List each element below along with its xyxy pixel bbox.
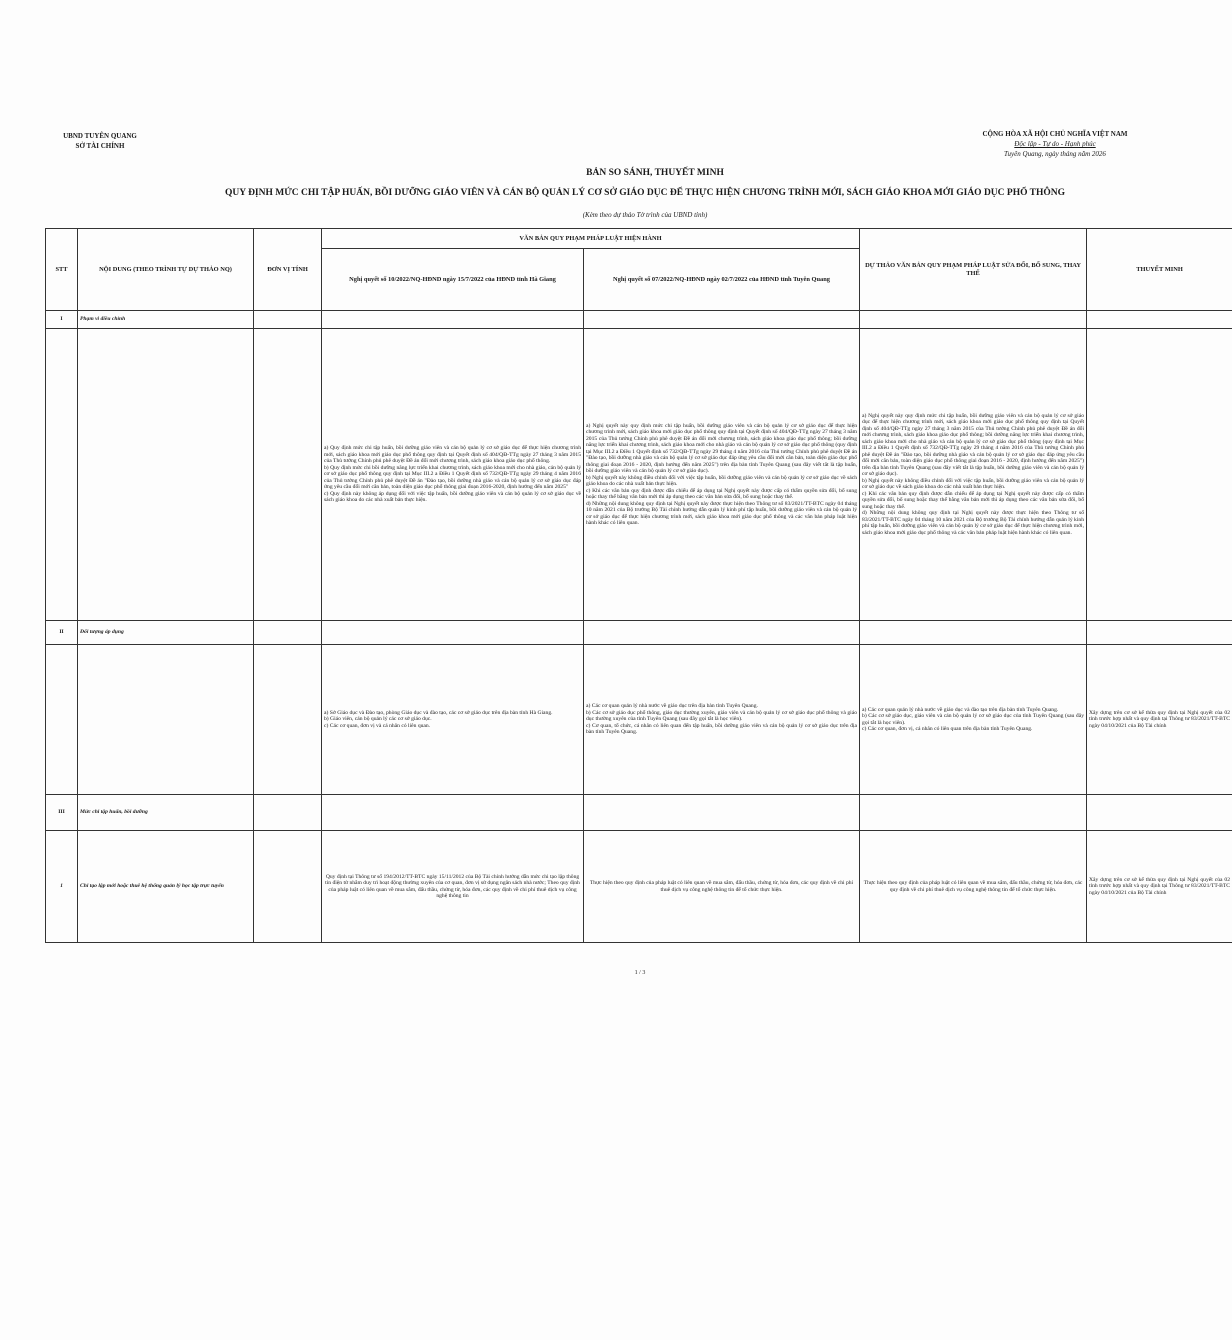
explanation-text: Xây dựng trên cơ sở kế thừa quy định tại Nghị quyết của 02 tỉnh trước hợp nhất và quy định tại Thông tư 83/2021/TT-BTC ngày 04/10/2021 của Bộ Tài chính	[1087, 645, 1232, 795]
nation-name: CỘNG HÒA XÃ HỘI CHỦ NGHĨA VIỆT NAM	[982, 130, 1128, 138]
section-content-row-scope	[46, 329, 1232, 621]
item-title: Chi tạo lập mới hoặc thuê hệ thống quản lý học tập trực tuyến	[78, 831, 254, 943]
tuyen-quang-text: Thực hiện theo quy định của pháp luật có liên quan về mua sắm, đấu thầu, chứng từ, hóa đơn, các quy định về chi phí thuê dịch vụ công nghệ thông tin để tổ chức thực hiện.	[584, 831, 860, 943]
header-current-law-group: VĂN BẢN QUY PHẠM PHÁP LUẬT HIỆN HÀNH	[322, 229, 860, 249]
section-content-row-subjects	[46, 645, 1232, 795]
issuing-agency	[40, 131, 160, 151]
item-row-lms	[46, 831, 1232, 943]
section-title: Mức chi tập huấn, bồi dưỡng	[78, 795, 254, 831]
draft-text: a) Nghị quyết này quy định mức chi tập huấn, bồi dưỡng giáo viên và cán bộ quản lý cơ sở giáo dục để thực hiện chương trình mới, sách giáo khoa mới giáo dục phổ thông quy định tại Quyết định số 404/QĐ-TTg ngày 27 tháng 3 năm 2015 của Thủ tướng Chính phủ phê duyệt Đề án đổi mới chương trình, sách giáo khoa giáo dục phổ thông; bồi dưỡng năng lực triển khai chương trình, sách giáo khoa mới cho nhà giáo và cán bộ quản lý cơ sở giáo dục phổ thông (quy định tại Mục III.2 a Điều 1 Quyết định số 732/QĐ-TTg ngày 29 tháng 4 năm 2016 của Thủ tướng Chính phủ phê duyệt Đề án "Đào tạo, bồi dưỡng nhà giáo và cán bộ quản lý cơ sở giáo dục đáp ứng yêu cầu đổi mới căn bản, toàn diện giáo dục phổ thông giai đoạn 2016 - 2020, định hướng đến năm 2025") trên địa bàn tỉnh Tuyên Quang (sau đây viết tắt là tập huấn, bồi dưỡng giáo viên và cán bộ quản lý cơ sở giáo dục). b) Nghị quyết này không điều chỉnh đối với việc tập huấn, bồi dưỡng giáo viên và cán bộ quản lý cơ sở giáo dục về sách giáo khoa do các nhà xuất bản thực hiện. c) Khi các văn bản quy định được dẫn chiếu để áp dụng tại Nghị quyết này được cấp có thẩm quyền sửa đổi, bổ sung hoặc thay thế bằng văn bản mới thì áp dụng theo các văn bản sửa đổi, bổ sung hoặc thay thế. d) Những nội dung không quy định tại Nghị quyết này được thực hiện theo Thông tư số 83/2021/TT-BTC ngày 04 tháng 10 năm 2021 của Bộ trưởng Bộ Tài chính hướng dẫn quản lý kinh phí tập huấn, bồi dưỡng giáo viên và cán bộ quản lý cơ sở giáo dục để thực hiện chương trình mới, sách giáo khoa mới giáo dục phổ thông và các văn bản pháp luật hiện hành khác có liên quan.	[860, 329, 1087, 621]
section-number: I	[46, 311, 78, 329]
ha-giang-text: Quy định tại Thông tư số 194/2012/TT-BTC ngày 15/11/2012 của Bộ Tài chính hướng dẫn mức chi tạo lập thông tin điện tử nhằm duy trì hoạt động thường xuyên của cơ quan, đơn vị sử dụng ngân sách nhà nước; Theo quy định của pháp luật có liên quan về mua sắm, đấu thầu, chứng từ, hóa đơn, các quy định về chi phí thuê dịch vụ công nghệ thông tin	[322, 831, 584, 943]
draft-text: Thực hiện theo quy định của pháp luật có liên quan về mua sắm, đấu thầu, chứng từ, hóa đơn, các quy định về chi phí thuê dịch vụ công nghệ thông tin để tổ chức thực hiện.	[860, 831, 1087, 943]
tuyen-quang-text: a) Nghị quyết này quy định mức chi tập huấn, bồi dưỡng giáo viên và cán bộ quản lý cơ sở giáo dục để thực hiện chương trình mới, sách giáo khoa mới giáo dục phổ thông quy định tại Quyết định số 404/QĐ-TTg ngày 27 tháng 3 năm 2015 của Thủ tướng Chính phủ phê duyệt Đề án đổi mới chương trình, sách giáo khoa giáo dục phổ thông; bồi dưỡng năng lực triển khai chương trình, sách giáo khoa mới cho nhà giáo và cán bộ quản lý cơ sở giáo dục phổ thông (quy định tại Mục III.2 a Điều 1 Quyết định số 732/QĐ-TTg ngày 29 tháng 4 năm 2016 của Thủ tướng Chính phủ phê duyệt Đề án "Đào tạo, bồi dưỡng nhà giáo và cán bộ quản lý cơ sở giáo dục đáp ứng yêu cầu đổi mới căn bản, toàn diện giáo dục phổ thông giai đoạn 2016 - 2020, định hướng đến năm 2025") trên địa bàn tỉnh Tuyên Quang (sau đây viết tắt là tập huấn, bồi dưỡng giáo viên và cán bộ quản lý cơ sở giáo dục). b) Nghị quyết này không điều chỉnh đối với việc tập huấn, bồi dưỡng giáo viên và cán bộ quản lý cơ sở giáo dục về sách giáo khoa do các nhà xuất bản thực hiện. c) Khi các văn bản quy định được dẫn chiếu để áp dụng tại Nghị quyết này được cấp có thẩm quyền sửa đổi, bổ sung hoặc thay thế bằng văn bản mới thì áp dụng theo các văn bản sửa đổi, bổ sung hoặc thay thế. d) Những nội dung không quy định tại Nghị quyết này được thực hiện theo Thông tư số 83/2021/TT-BTC ngày 04 tháng 10 năm 2021 của Bộ trưởng Bộ Tài chính hướng dẫn quản lý kinh phí tập huấn, bồi dưỡng giáo viên và cán bộ quản lý cơ sở giáo dục để thực hiện chương trình mới, sách giáo khoa mới giáo dục phổ thông và các văn bản pháp luật hiện hành khác có liên quan.	[584, 329, 860, 621]
section-row-spending	[46, 795, 1232, 831]
ha-giang-text: a) Quy định mức chi tập huấn, bồi dưỡng giáo viên và cán bộ quản lý cơ sở giáo dục để thực hiện chương trình mới, sách giáo khoa mới giáo dục phổ thông quy định tại Quyết định số 404/QĐ-TTg ngày 27 tháng 3 năm 2015 của Thủ tướng Chính phủ phê duyệt Đề án đổi mới chương trình, sách giáo khoa giáo dục phổ thông. b) Quy định mức chi bồi dưỡng năng lực triển khai chương trình, sách giáo khoa mới cho nhà giáo, cán bộ quản lý cơ sở giáo dục phổ thông quy định tại Mục III.2 a Điều 1 Quyết định số 732/QĐ-TTg ngày 29 tháng 4 năm 2016 của Thủ tướng Chính phủ phê duyệt Đề án "Đào tạo, bồi dưỡng nhà giáo và cán bộ quản lý cơ sở giáo dục đáp ứng yêu cầu đổi mới căn bản, toàn diện giáo dục phổ thông giai đoạn 2016-2020, định hướng đến năm 2025" c) Quy định này không áp dụng đối với việc tập huấn, bồi dưỡng giáo viên và cán bộ quản lý cơ sở giáo dục về sách giáo khoa do các nhà xuất bản thực hiện.	[322, 329, 584, 621]
header-tuyen-quang-resolution: Nghị quyết số 07/2022/NQ-HĐND ngày 02/7/2022 của HĐND tỉnh Tuyên Quang	[584, 249, 860, 311]
header-stt: STT	[46, 229, 78, 311]
section-row-scope	[46, 311, 1232, 329]
explanation-text: Xây dựng trên cơ sở kế thừa quy định tại Nghị quyết của 02 tỉnh trước hợp nhất và quy định tại Thông tư 83/2021/TT-BTC ngày 04/10/2021 của Bộ Tài chính	[1087, 831, 1232, 943]
tuyen-quang-text: a) Các cơ quan quản lý nhà nước về giáo dục trên địa bàn tỉnh Tuyên Quang. b) Các cơ sở giáo dục phổ thông, giáo dục thường xuyên, giáo viên và cán bộ quản lý cơ sở giáo dục phổ thông và giáo dục thường xuyên của tỉnh Tuyên Quang (sau đây gọi tắt là học viên). c) Cơ quan, tổ chức, cá nhân có liên quan đến tập huấn, bồi dưỡng giáo viên và cán bộ quản lý cơ sở giáo dục trên địa bàn tỉnh Tuyên Quang.	[584, 645, 860, 795]
explanation-text	[1087, 329, 1232, 621]
header-ha-giang-resolution: Nghị quyết số 10/2022/NQ-HĐND ngày 15/7/2022 của HĐND tỉnh Hà Giang	[322, 249, 584, 311]
document-subtitle: QUY ĐỊNH MỨC CHI TẬP HUẤN, BỒI DƯỠNG GIÁO VIÊN VÀ CÁN BỘ QUẢN LÝ CƠ SỞ GIÁO DỤC ĐỂ THỰC HIỆN CHƯƠNG TRÌNH MỚI, SÁCH GIÁO KHOA MỚI GIÁO DỤC PHỔ THÔNG	[224, 188, 1066, 198]
page-number: 1 / 3	[634, 970, 646, 976]
section-title: Đối tượng áp dụng	[78, 621, 254, 645]
agency-line-1: UBND TUYÊN QUANG	[63, 132, 137, 140]
comparison-table	[45, 228, 1232, 943]
header-unit: ĐƠN VỊ TÍNH	[254, 229, 322, 311]
ha-giang-text: a) Sở Giáo dục và Đào tạo, phòng Giáo dục và đào tạo, các cơ sở giáo dục trên địa bàn tỉnh Hà Giang. b) Giáo viên, cán bộ quản lý các cơ sở giáo dục. c) Các cơ quan, đơn vị và cá nhân có liên quan.	[322, 645, 584, 795]
national-header	[950, 129, 1160, 159]
document-note: (Kèm theo dự thảo Tờ trình của UBND tỉnh)	[582, 211, 708, 219]
section-number: III	[46, 795, 78, 831]
document-date: Tuyên Quang, ngày tháng năm 2026	[1004, 150, 1106, 158]
agency-line-2: SỞ TÀI CHÍNH	[75, 142, 125, 150]
item-number: 1	[46, 831, 78, 943]
draft-text: a) Các cơ quan quản lý nhà nước về giáo dục và đào tạo trên địa bàn tỉnh Tuyên Quang. b) Các cơ sở giáo dục, giáo viên và cán bộ quản lý cơ sở giáo dục của tỉnh Tuyên Quang (sau đây gọi tắt là học viên). c) Các cơ quan, đơn vị, cá nhân có liên quan trên địa bàn tỉnh Tuyên Quang.	[860, 645, 1087, 795]
section-number: II	[46, 621, 78, 645]
section-row-subjects	[46, 621, 1232, 645]
document-title: BẢN SO SÁNH, THUYẾT MINH	[586, 168, 724, 178]
header-content: NỘI DUNG (THEO TRÌNH TỰ DỰ THẢO NQ)	[78, 229, 254, 311]
section-title: Phạm vi điều chỉnh	[78, 311, 254, 329]
nation-motto: Độc lập - Tự do - Hạnh phúc	[1014, 140, 1096, 148]
header-explanation: THUYẾT MINH	[1087, 229, 1232, 311]
header-draft: DỰ THẢO VĂN BẢN QUY PHẠM PHÁP LUẬT SỬA ĐỔI, BỔ SUNG, THAY THẾ	[860, 229, 1087, 311]
